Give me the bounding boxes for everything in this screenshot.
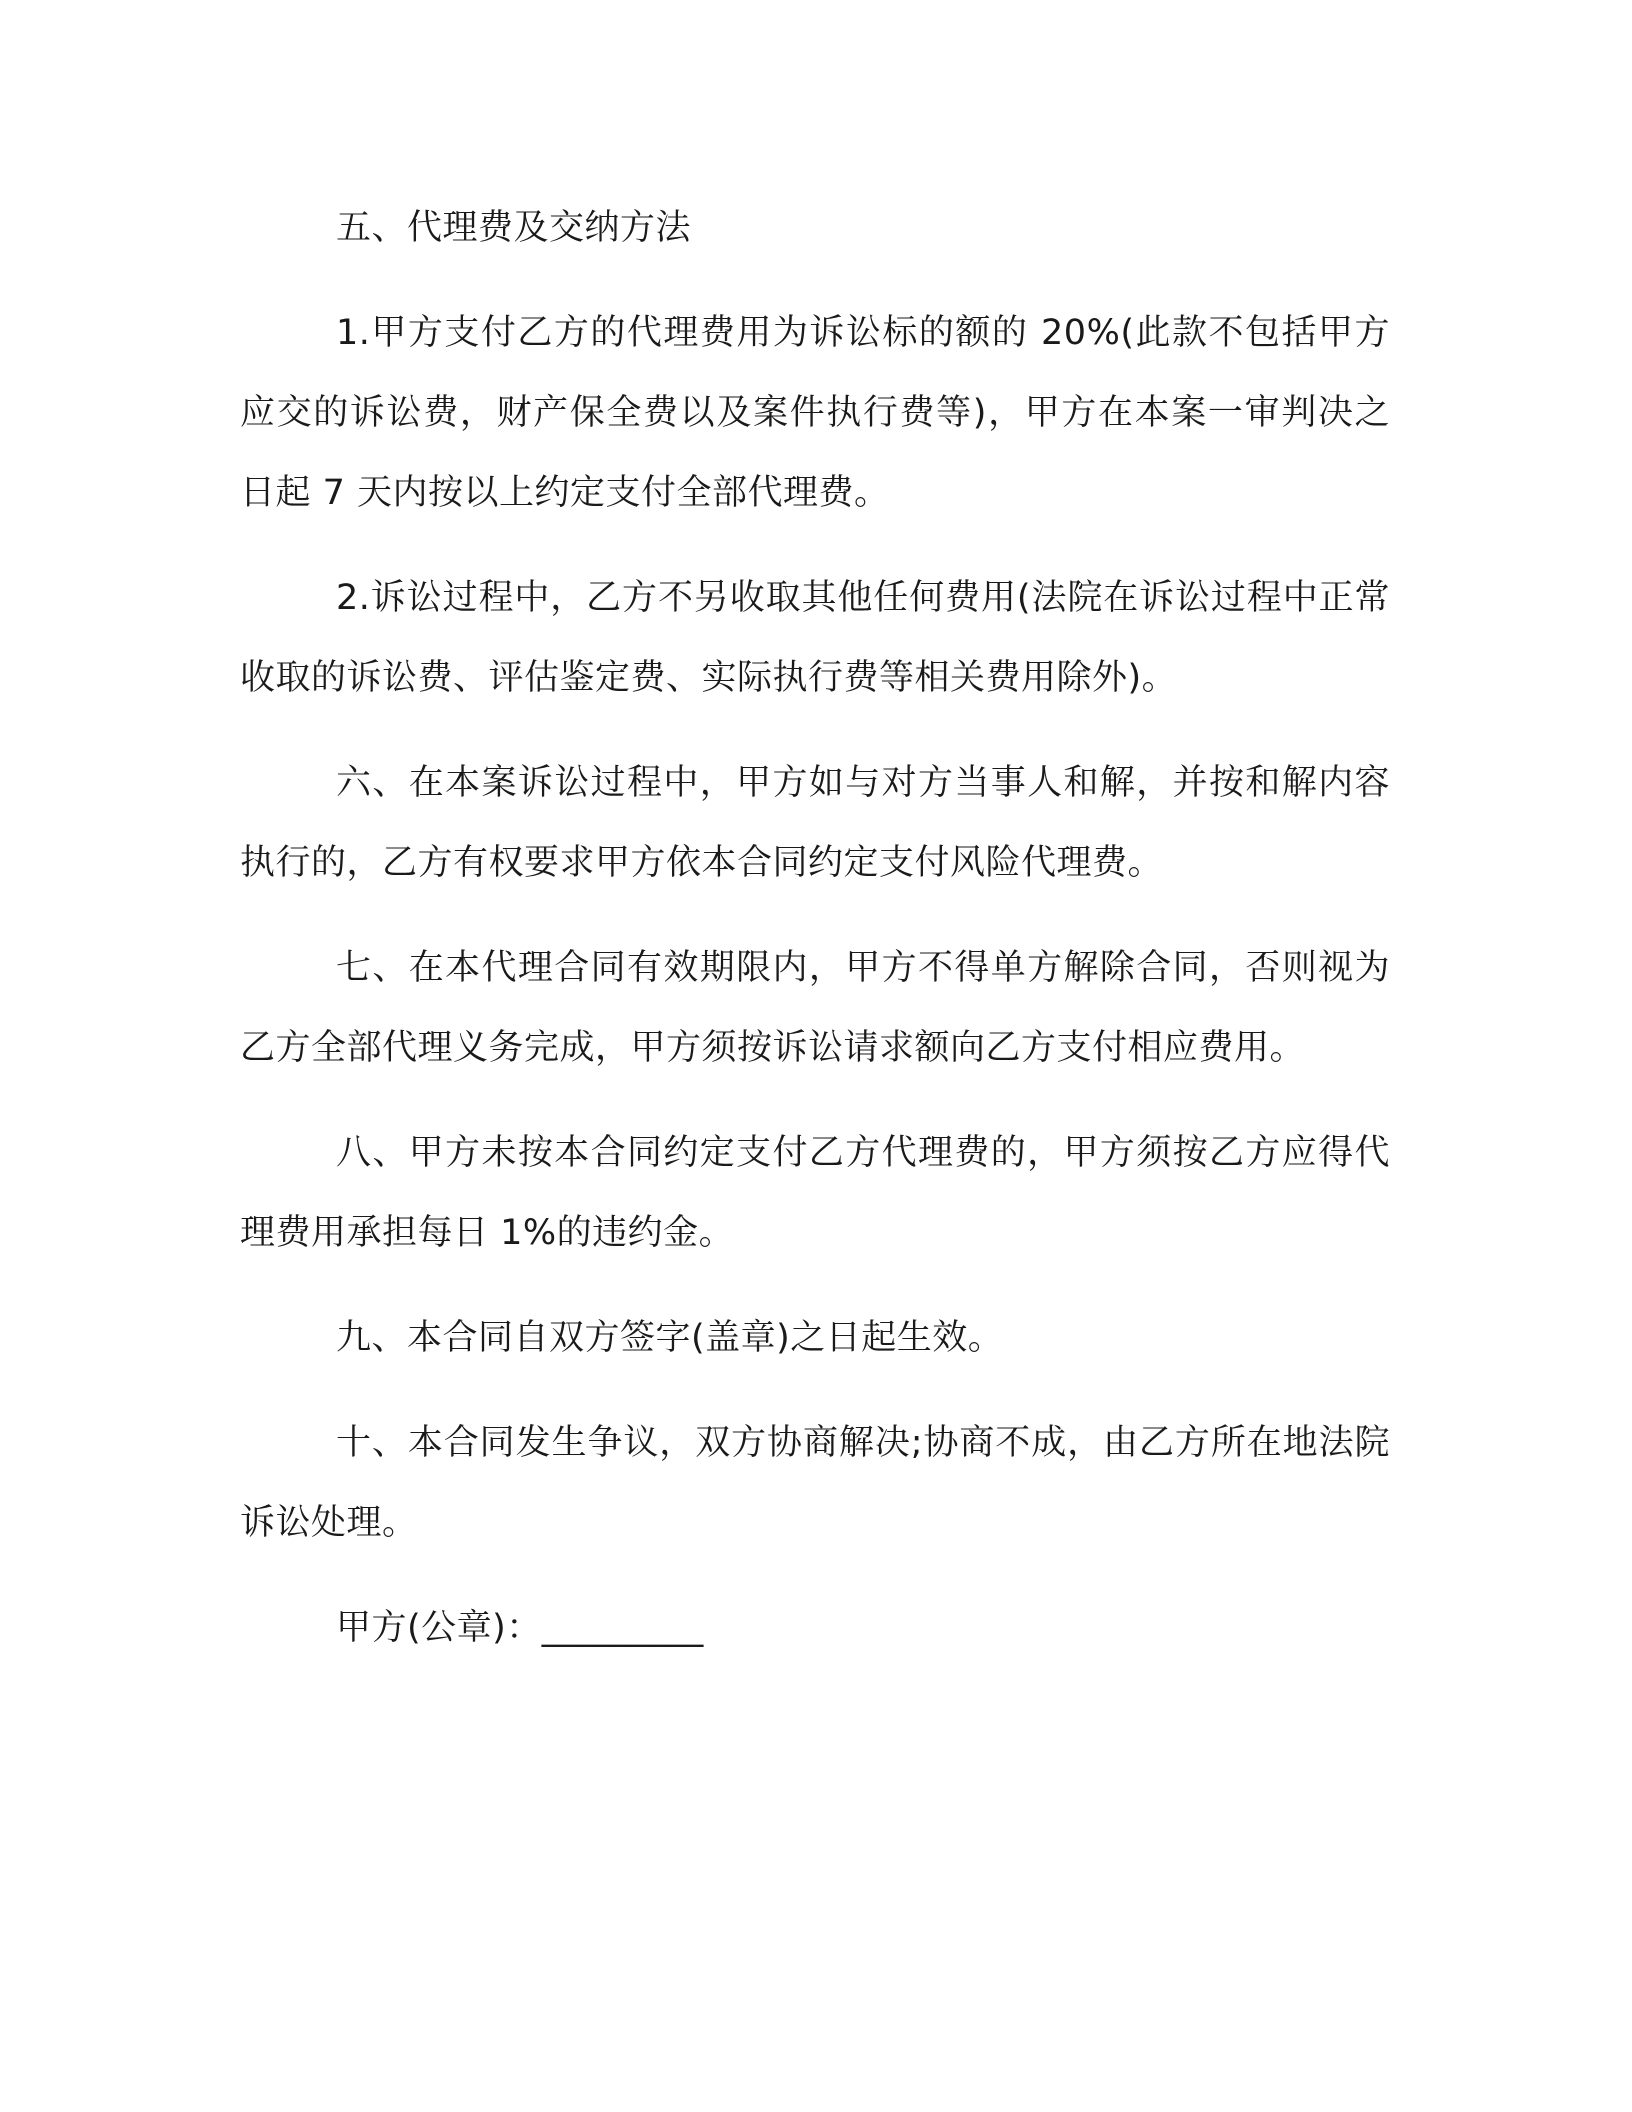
clause-no-extra-fees: 2.诉讼过程中，乙方不另收取其他任何费用(法院在诉讼过程中正常收取的诉讼费、评估鉴定费、实际执行费等相关费用除外)。 (240, 578, 1390, 698)
section-heading-fee: 五、代理费及交纳方法 (336, 208, 692, 248)
document-body (240, 188, 1390, 1668)
clause-fee-payment: 1.甲方支付乙方的代理费用为诉讼标的额的 20%(此款不包括甲方应交的诉讼费，财产保全费以及案件执行费等)，甲方在本案一审判决之日起 7 天内按以上约定支付全部代理费。 (240, 313, 1390, 513)
clause-penalty: 八、甲方未按本合同约定支付乙方代理费的，甲方须按乙方应得代理费用承担每日 1%的违约金。 (240, 1133, 1390, 1253)
clause-settlement: 六、在本案诉讼过程中，甲方如与对方当事人和解，并按和解内容执行的，乙方有权要求甲方依本合同约定支付风险代理费。 (240, 763, 1390, 883)
party-a-signature-line: 甲方(公章)：_________ (336, 1608, 704, 1648)
clause-effective: 九、本合同自双方签字(盖章)之日起生效。 (336, 1318, 1004, 1358)
clause-dispute: 十、本合同发生争议，双方协商解决;协商不成，由乙方所在地法院诉讼处理。 (240, 1423, 1390, 1543)
clause-no-termination: 七、在本代理合同有效期限内，甲方不得单方解除合同，否则视为乙方全部代理义务完成，甲方须按诉讼请求额向乙方支付相应费用。 (240, 948, 1390, 1068)
